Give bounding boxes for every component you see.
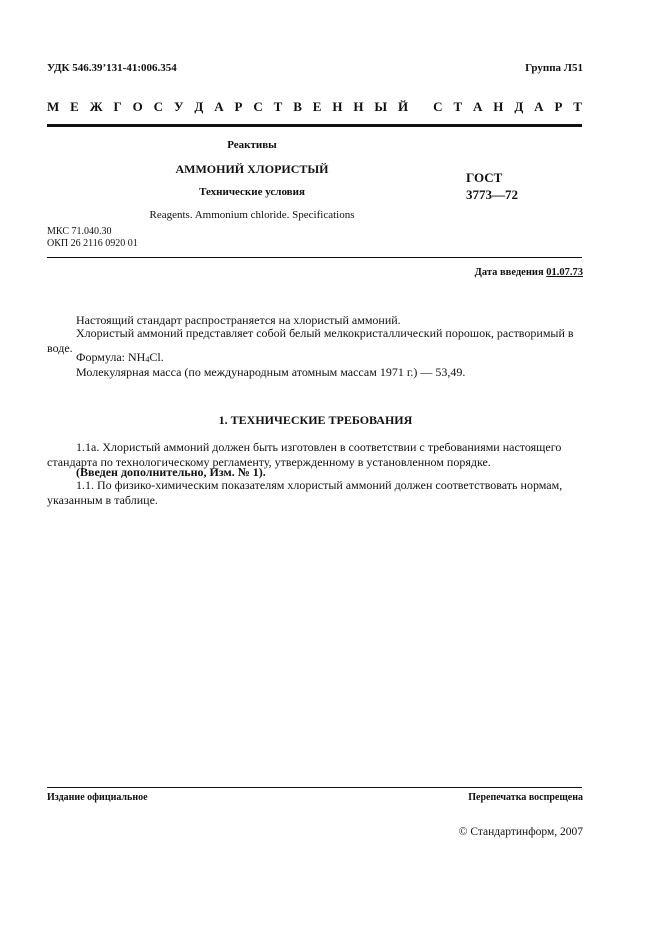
banner-letter: Й [398,99,409,114]
okp-code: ОКП 26 2116 0920 01 [47,238,138,249]
banner-letter: Т [573,99,582,114]
formula-nh: NH [128,350,146,364]
intro-paragraph-description: Хлористый аммоний представляет собой белый мелкокристаллический порошок, растворимый в воде. [47,326,574,355]
banner-letter: У [173,99,184,114]
banner-letter: С [253,99,263,114]
product-name: АММОНИЙ ХЛОРИСТЫЙ [175,162,329,176]
footer-reprint-notice: Перепечатка воспрещена [468,792,583,803]
intro-date-label: Дата введения [474,267,544,278]
section-heading: 1. ТЕХНИЧЕСКИЕ ТРЕБОВАНИЯ [218,413,413,427]
interstate-standard-banner [47,99,582,115]
banner-letter: Г [113,99,122,114]
footer-rule [47,787,582,788]
banner-letter: В [293,99,302,114]
banner-letter: Ж [89,99,103,114]
top-rule [47,124,582,127]
banner-letter: Д [514,99,524,114]
banner-letter: О [132,99,143,114]
banner-letter: А [534,99,544,114]
banner-letter: Е [70,99,79,114]
banner-gap [419,99,422,115]
clause-1-1: 1.1. По физико-химическим показателям хлористый аммоний должен соответствовать нормам, указанным в таблице. [47,478,563,507]
udk-code: УДК 546.39’131-41:006.354 [47,62,177,74]
footer-official-edition: Издание официальное [47,792,148,803]
document-subtitle: Технические условия [199,186,305,198]
gost-number: 3773—72 [466,187,518,202]
banner-letter: Р [234,99,243,114]
banner-letter: С [153,99,164,114]
copyright: © Стандартинформ, 2007 [458,826,583,838]
banner-letter: А [473,99,483,114]
english-title: Reagents. Ammonium chloride. Specifications [149,209,355,221]
intro-paragraph-scope: Настоящий стандарт распространяется на хлористый аммоний. [76,313,401,327]
formula-subscript: 4 [145,355,150,364]
formula-label: Формула: [76,350,126,364]
intro-date-value: 01.07.73 [546,267,583,278]
banner-letter: Р [554,99,563,114]
intro-date [475,267,583,278]
banner-letter: А [214,99,224,114]
banner-letter: Т [273,99,283,114]
banner-letter: Н [493,99,504,114]
molecular-mass: Молекулярная масса (по международным атомным массам 1971 г.) — 53,49. [76,365,466,379]
banner-letter: Н [353,99,364,114]
banner-letter: М [47,99,60,114]
mks-code: МКС 71.040.30 [47,226,112,237]
banner-letter: Ы [374,99,388,114]
gost-designation [466,169,518,203]
banner-letter: Е [312,99,322,114]
banner-letter: Д [194,99,204,114]
banner-letter: Т [453,99,463,114]
clause-1-1a: 1.1а. Хлористый аммоний должен быть изготовлен в соответствии с требованиями настоящего стандарта по технологическому регламенту, утвержденному в установленном порядке. [47,440,562,469]
group-code: Группа Л51 [525,62,583,74]
middle-rule [47,257,582,258]
gost-label: ГОСТ [466,170,503,185]
amendment-note: (Введен дополнительно, Изм. № 1). [76,465,266,479]
banner-letter: С [433,99,443,114]
formula-line [47,350,584,365]
classification-codes [47,226,138,250]
banner-letter: Н [332,99,343,114]
category-title: Реактивы [227,139,277,151]
formula-cl: Cl. [149,350,164,364]
